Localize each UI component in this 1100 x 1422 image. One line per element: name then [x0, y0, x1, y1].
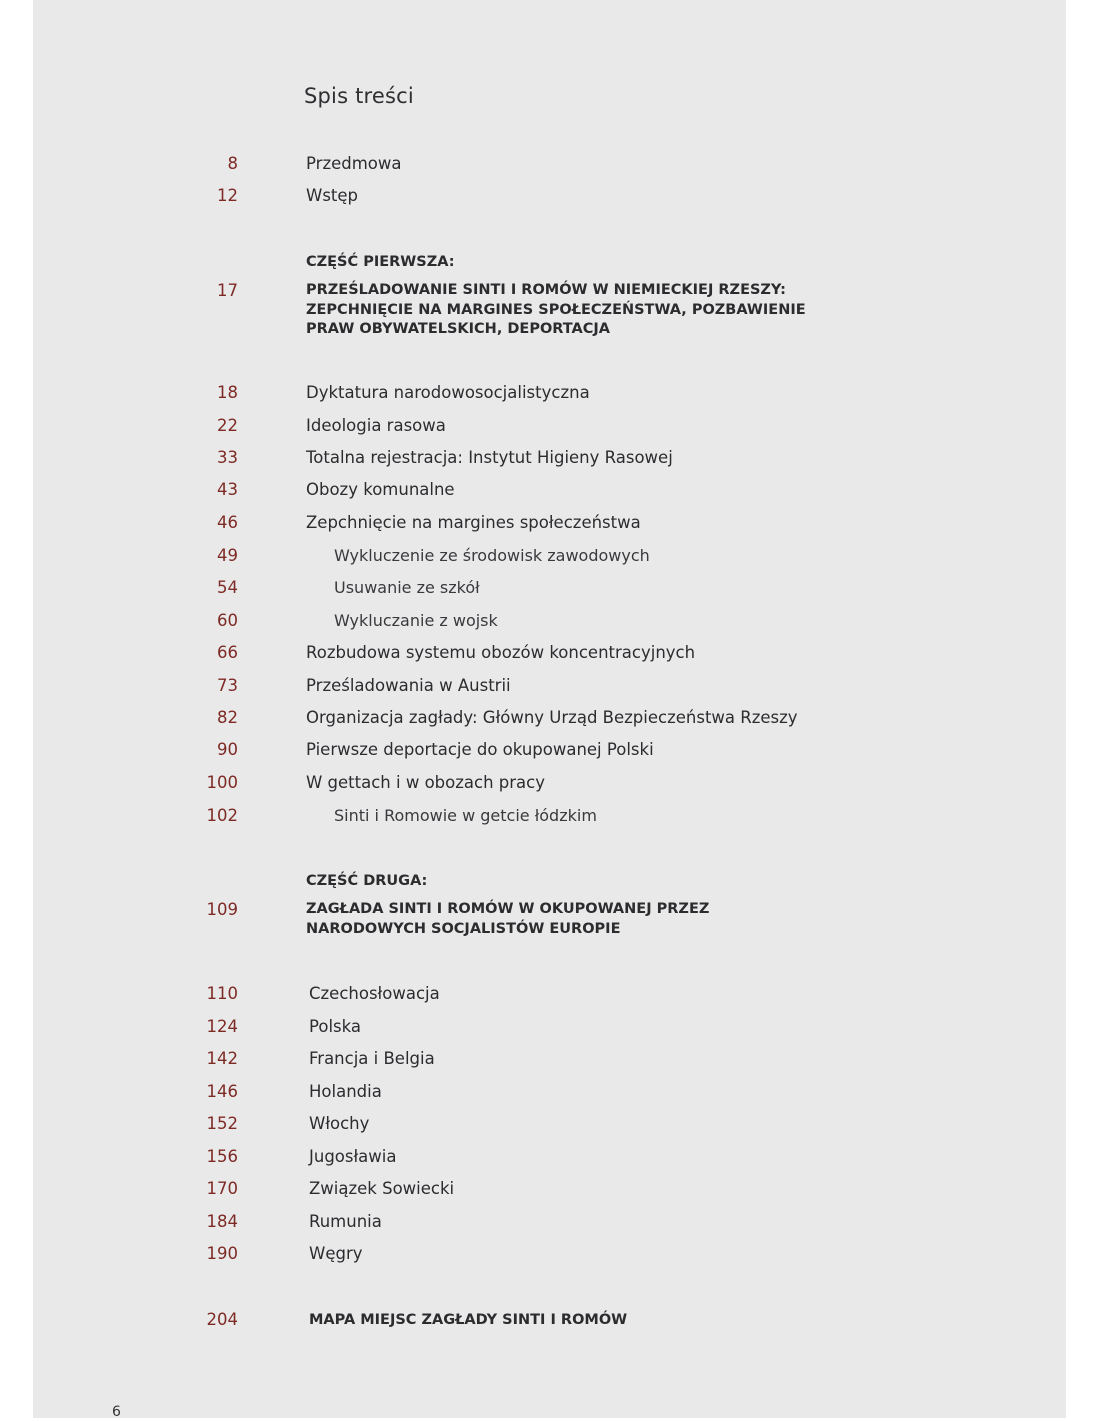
- toc-entry: Dyktatura narodowosocjalistyczna: [306, 383, 590, 402]
- part-label: CZĘŚĆ DRUGA:: [306, 873, 428, 889]
- toc-page-number: 142: [206, 1049, 238, 1068]
- toc-page-number: 66: [217, 643, 238, 662]
- toc-entry: Rumunia: [309, 1212, 382, 1231]
- toc-page-number: 100: [206, 773, 238, 792]
- toc-entry: Przedmowa: [306, 154, 402, 173]
- toc-subentry: Wykluczenie ze środowisk zawodowych: [334, 546, 650, 565]
- toc-page-number: 49: [217, 546, 238, 565]
- toc-subentry: Usuwanie ze szkół: [334, 578, 480, 597]
- toc-page-number: 54: [217, 578, 238, 597]
- toc-entry: Włochy: [309, 1114, 370, 1133]
- toc-entry: Węgry: [309, 1244, 363, 1263]
- toc-page-number: 17: [217, 281, 238, 300]
- toc-subentry: Sinti i Romowie w getcie łódzkim: [334, 806, 597, 825]
- toc-entry: Ideologia rasowa: [306, 416, 446, 435]
- toc-page-number: 146: [206, 1082, 238, 1101]
- toc-page-number: 82: [217, 708, 238, 727]
- part-heading: PRZEŚLADOWANIE SINTI I ROMÓW W NIEMIECKIEJ RZESZY: ZEPCHNIĘCIE NA MARGINES SPOŁECZEŃSTWA, POZBAWIENIE PRAW OBYWATELSKICH, DEPORTACJA: [306, 282, 806, 337]
- toc-subentry: Wykluczanie z wojsk: [334, 611, 498, 630]
- toc-entry: Organizacja zagłady: Główny Urząd Bezpieczeństwa Rzeszy: [306, 708, 798, 727]
- toc-entry: Obozy komunalne: [306, 480, 455, 499]
- toc-page-number: 170: [206, 1179, 238, 1198]
- toc-entry: W gettach i w obozach pracy: [306, 773, 545, 792]
- toc-entry: Holandia: [309, 1082, 382, 1101]
- toc-page-number: 124: [206, 1017, 238, 1036]
- toc-entry: Rozbudowa systemu obozów koncentracyjnych: [306, 643, 696, 662]
- part-label: CZĘŚĆ PIERWSZA:: [306, 254, 455, 270]
- toc-entry: Pierwsze deportacje do okupowanej Polski: [306, 740, 654, 759]
- toc-entry: Totalna rejestracja: Instytut Higieny Rasowej: [306, 448, 673, 467]
- toc-entry: Związek Sowiecki: [309, 1179, 455, 1198]
- toc-page-number: 109: [206, 900, 238, 919]
- page-title: Spis treści: [304, 84, 414, 108]
- toc-page-number: 60: [217, 611, 238, 630]
- toc-entry: Jugosławia: [309, 1147, 397, 1166]
- toc-page-number: 90: [217, 740, 238, 759]
- toc-page-number: 46: [217, 513, 238, 532]
- toc-page-number: 43: [217, 480, 238, 499]
- toc-entry: Francja i Belgia: [309, 1049, 435, 1068]
- toc-entry: Czechosłowacja: [309, 984, 440, 1003]
- toc-page-number: 204: [206, 1310, 238, 1329]
- toc-entry: Wstęp: [306, 186, 359, 205]
- toc-page-number: 184: [206, 1212, 238, 1231]
- toc-entry: Polska: [309, 1017, 362, 1036]
- toc-page-number: 73: [217, 676, 238, 695]
- toc-page-number: 152: [206, 1114, 238, 1133]
- toc-entry: Zepchnięcie na margines społeczeństwa: [306, 513, 641, 532]
- part-heading: ZAGŁADA SINTI I ROMÓW W OKUPOWANEJ PRZEZ NARODOWYCH SOCJALISTÓW EUROPIE: [306, 901, 710, 937]
- toc-page-number: 190: [206, 1244, 238, 1263]
- toc-page-number: 18: [217, 383, 238, 402]
- toc-page-number: 8: [227, 154, 238, 173]
- toc-page-number: 12: [217, 186, 238, 205]
- map-heading: MAPA MIEJSC ZAGŁADY SINTI I ROMÓW: [309, 1312, 628, 1328]
- toc-page-number: 156: [206, 1147, 238, 1166]
- page-folio-number: 6: [112, 1404, 121, 1420]
- toc-page-number: 110: [206, 984, 238, 1003]
- toc-page-number: 33: [217, 448, 238, 467]
- toc-entry: Prześladowania w Austrii: [306, 676, 511, 695]
- toc-page-number: 102: [206, 806, 238, 825]
- toc-page-number: 22: [217, 416, 238, 435]
